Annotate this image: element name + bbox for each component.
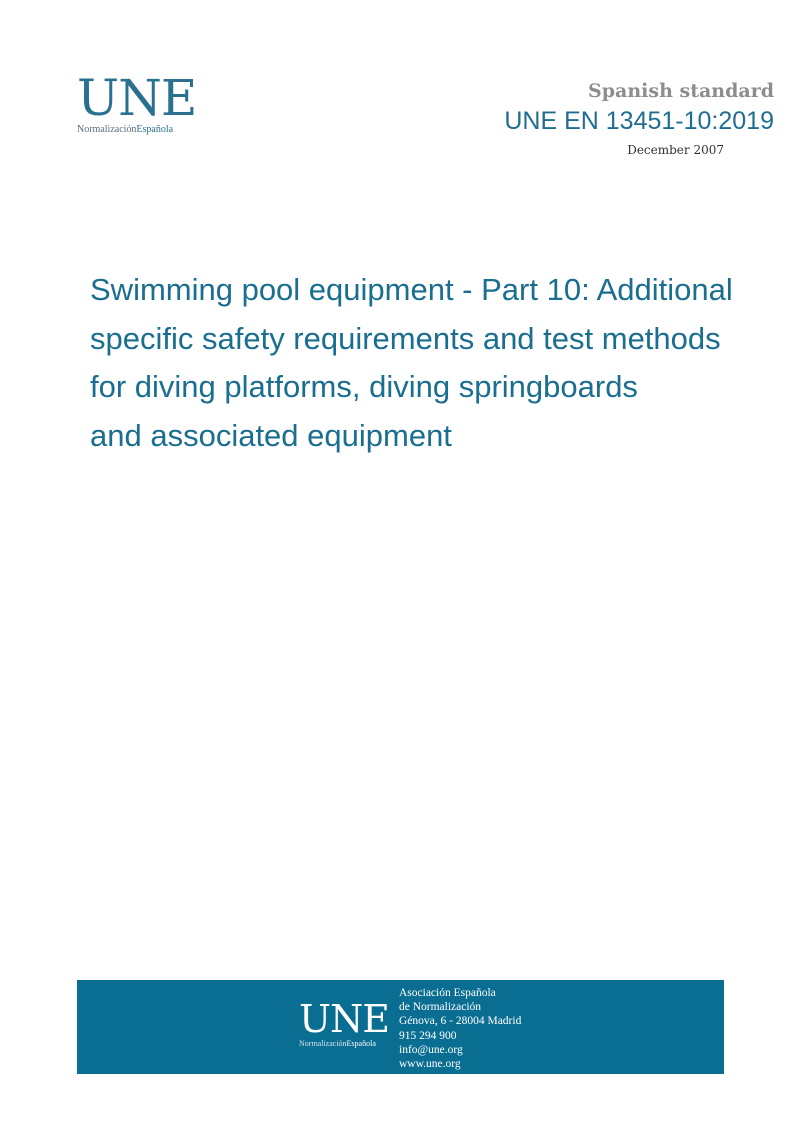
title-line: specific safety requirements and test methods [90, 320, 721, 356]
logo-sub-part1: Normalización [77, 124, 137, 135]
standard-date: December 2007 [627, 143, 724, 157]
title-line: Swimming pool equipment - Part 10: Additional [90, 272, 733, 307]
footer-logo-sub-part2: Española [346, 1039, 376, 1048]
title-line: and associated equipment [90, 417, 452, 453]
footer-logo-mark: UNE [299, 997, 390, 1041]
footer-org-name-2: de Normalización [399, 1001, 482, 1014]
footer-logo-subtitle [299, 1039, 389, 1048]
document-title [90, 266, 780, 460]
footer-address: Génova, 6 - 28004 Madrid [399, 1015, 522, 1028]
title-line: for diving platforms, diving springboards [90, 369, 638, 404]
logo-sub-part2: Española [136, 124, 174, 135]
une-logo [77, 69, 197, 135]
footer-logo [299, 997, 390, 1048]
standard-code: UNE EN 13451-10:2019 [504, 107, 774, 135]
standard-kind: Spanish standard [588, 80, 774, 102]
footer-phone: 915 294 900 [399, 1029, 457, 1042]
footer-website-link[interactable]: www.une.org [399, 1058, 461, 1071]
footer-contact-info [399, 986, 521, 1071]
footer-org-name-1: Asociación Española [399, 987, 496, 999]
standard-header [504, 78, 774, 160]
footer-email-link[interactable]: info@une.org [399, 1043, 463, 1056]
footer-logo-sub-part1: Normalización [299, 1039, 347, 1048]
une-logo-mark: UNE [77, 69, 197, 127]
footer-band [77, 980, 724, 1074]
